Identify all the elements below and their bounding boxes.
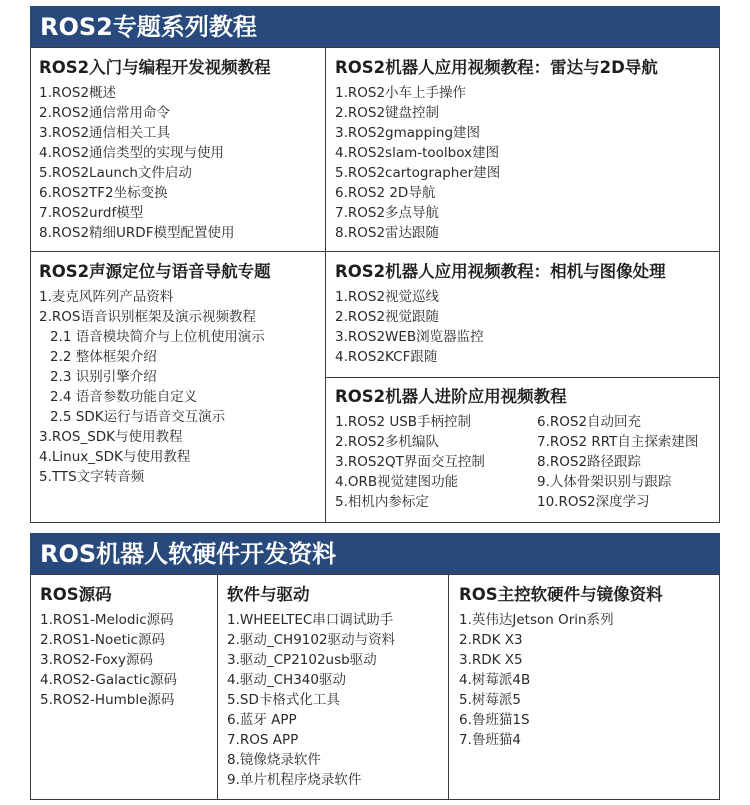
list-item[interactable]: 1.ROS2概述 [39,85,117,101]
ros-source-section [40,582,177,710]
row-divider-left [31,251,325,252]
lidar-navigation-section [335,55,658,243]
list-item[interactable]: 2.ROS1-Noetic源码 [40,632,166,648]
section-title: ROS2机器人进阶应用视频教程 [335,387,567,406]
section-title: ROS2机器人应用视频教程：相机与图像处理 [335,262,666,281]
list-item[interactable]: 5.ROS2cartographer建图 [335,165,501,181]
list-item[interactable]: 6.鲁班猫1S [459,712,530,728]
section-title: ROS2入门与编程开发视频教程 [39,58,271,77]
row-divider-advanced [325,377,719,378]
sub-list-item[interactable]: 2.1 语音模块简介与上位机使用演示 [50,329,265,345]
software-drivers-section [227,582,395,790]
column-divider [325,48,326,522]
camera-vision-section [335,259,666,367]
list-item[interactable]: 4.ROS2通信类型的实现与使用 [39,145,225,161]
sub-list-item[interactable]: 2.3 识别引擎介绍 [50,369,157,385]
column-divider-2 [448,575,449,799]
list-item[interactable]: 7.ROS2 RRT自主探索建图 [537,434,699,450]
list-item[interactable]: 7.鲁班猫4 [459,732,521,748]
list-item[interactable]: 3.ROS_SDK与使用教程 [39,429,183,445]
list-item[interactable]: 4.ORB视觉建图功能 [335,474,459,490]
ros-resources-banner: ROS机器人软硬件开发资料 [30,533,720,575]
list-item[interactable]: 9.单片机程序烧录软件 [227,772,362,788]
list-item[interactable]: 5.ROS2Launch文件启动 [39,165,192,181]
row-divider-right [325,251,719,252]
list-item[interactable]: 5.ROS2-Humble源码 [40,692,175,708]
list-item[interactable]: 3.ROS2WEB浏览器监控 [335,329,484,345]
advanced-apps-section [335,384,698,512]
list-item[interactable]: 6.蓝牙 APP [227,712,297,728]
list-item[interactable]: 5.相机内参标定 [335,494,429,510]
list-item[interactable]: 1.ROS2 USB手柄控制 [335,414,472,430]
list-item[interactable]: 5.TTS文字转音频 [39,469,145,485]
list-item[interactable]: 2.ROS2键盘控制 [335,105,440,121]
list-item[interactable]: 8.ROS2路径跟踪 [537,454,642,470]
list-item[interactable]: 5.树莓派5 [459,692,521,708]
lidar-nav-list [335,83,658,243]
list-item[interactable]: 2.ROS2多机编队 [335,434,440,450]
sub-list-item[interactable]: 2.2 整体框架介绍 [50,349,157,365]
list-item[interactable]: 3.驱动_CP2102usb驱动 [227,652,377,668]
list-item[interactable]: 6.ROS2 2D导航 [335,185,436,201]
advanced-columns [335,410,698,512]
list-item[interactable]: 7.ROS2多点导航 [335,205,440,221]
list-item[interactable]: 1.麦克风阵列产品资料 [39,289,174,305]
list-item[interactable]: 8.ROS2精细URDF模型配置使用 [39,225,235,241]
column-divider-1 [217,575,218,799]
voice-navigation-section [39,259,271,487]
list-item[interactable]: 3.ROS2通信相关工具 [39,125,171,141]
list-item[interactable]: 6.ROS2自动回充 [537,414,642,430]
list-item[interactable]: 2.RDK X3 [459,632,523,648]
list-item[interactable]: 6.ROS2TF2坐标变换 [39,185,168,201]
list-item[interactable]: 8.ROS2雷达跟随 [335,225,440,241]
sub-list-item[interactable]: 2.5 SDK运行与语音交互演示 [50,409,226,425]
ros-resources-panel [30,574,720,800]
hardware-list [459,610,663,750]
list-item[interactable]: 3.ROS2QT界面交互控制 [335,454,485,470]
section-title: ROS源码 [40,585,112,604]
list-item[interactable]: 2.驱动_CH9102驱动与资料 [227,632,396,648]
voice-list [39,287,271,487]
list-item[interactable]: 4.ROS2KCF跟随 [335,349,438,365]
list-item[interactable]: 2.ROS2通信常用命令 [39,105,171,121]
ros2-series-banner: ROS2专题系列教程 [30,6,720,48]
list-item[interactable]: 3.ROS2gmapping建图 [335,125,481,141]
advanced-list-right [537,412,698,512]
section-title: ROS2机器人应用视频教程：雷达与2D导航 [335,58,658,77]
list-item[interactable]: 10.ROS2深度学习 [537,494,650,510]
list-item[interactable]: 4.Linux_SDK与使用教程 [39,449,191,465]
list-item[interactable]: 1.ROS2视觉巡线 [335,289,440,305]
list-item[interactable]: 2.ROS语音识别框架及演示视频教程 [39,309,256,325]
sub-list-item[interactable]: 2.4 语音参数功能自定义 [50,389,198,405]
section-title: ROS主控软硬件与镜像资料 [459,585,663,604]
list-item[interactable]: 3.ROS2-Foxy源码 [40,652,154,668]
list-item[interactable]: 7.ROS APP [227,732,299,748]
intro-programming-section [39,55,271,243]
advanced-list-left [335,412,537,512]
list-item[interactable]: 7.ROS2urdf模型 [39,205,144,221]
list-item[interactable]: 4.树莓派4B [459,672,531,688]
list-item[interactable]: 4.ROS2slam-toolbox建图 [335,145,500,161]
list-item[interactable]: 1.ROS2小车上手操作 [335,85,467,101]
list-item[interactable]: 3.RDK X5 [459,652,523,668]
list-item[interactable]: 1.英伟达Jetson Orin系列 [459,612,614,628]
source-list [40,610,177,710]
section-title: 软件与驱动 [227,585,310,604]
list-item[interactable]: 2.ROS2视觉跟随 [335,309,440,325]
list-item[interactable]: 8.镜像烧录软件 [227,752,321,768]
list-item[interactable]: 4.ROS2-Galactic源码 [40,672,178,688]
list-item[interactable]: 9.人体骨架识别与跟踪 [537,474,672,490]
camera-list [335,287,666,367]
ros2-tutorials-panel [30,47,720,523]
list-item[interactable]: 4.驱动_CH340驱动 [227,672,346,688]
list-item[interactable]: 1.ROS1-Melodic源码 [40,612,174,628]
intro-list [39,83,271,243]
list-item[interactable]: 5.SD卡格式化工具 [227,692,340,708]
section-title: ROS2声源定位与语音导航专题 [39,262,271,281]
hardware-images-section [459,582,663,750]
software-list [227,610,395,790]
list-item[interactable]: 1.WHEELTEC串口调试助手 [227,612,394,628]
